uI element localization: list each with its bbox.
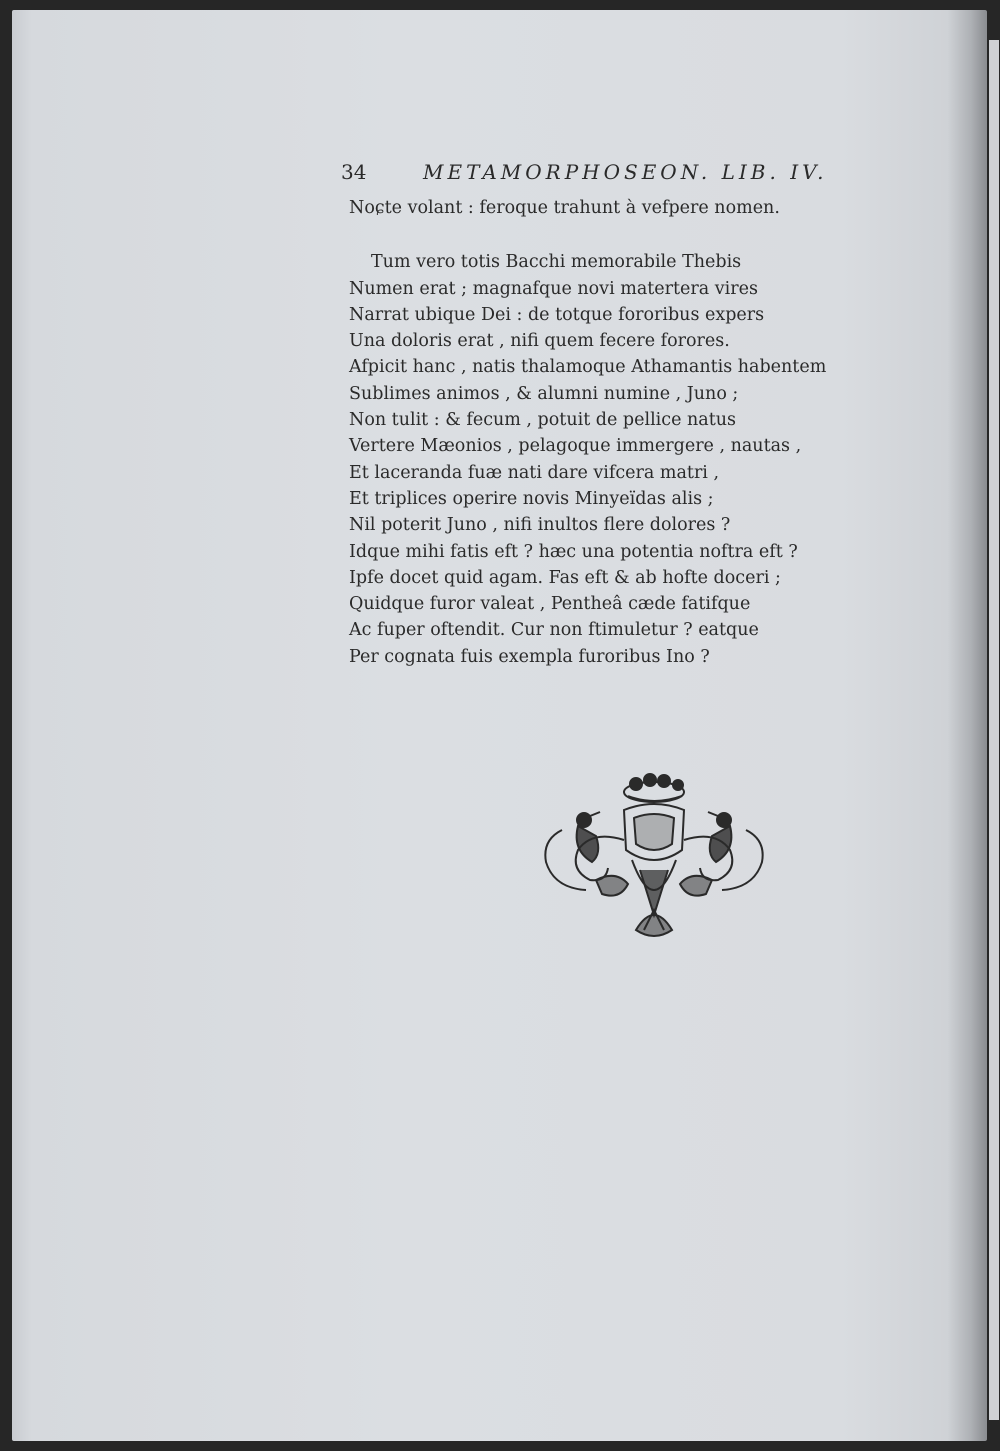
floral-vignette-icon — [532, 770, 777, 960]
verse-line: Tum vero totis Bacchi memorabile Thebis — [371, 252, 742, 273]
stanza-gap — [349, 221, 849, 249]
verse-line: Noɕte volant : feroque trahunt à vefpere nomen. — [349, 198, 780, 218]
verse-line: Quidque furor valeat , Pentheâ cæde fatifque — [349, 594, 751, 615]
verse-line: Narrat ubique Dei : de totque fororibus expers — [349, 304, 765, 325]
verse-line: Afpicit hanc , natis thalamoque Athamantis habentem — [349, 357, 827, 378]
verse-line: Per cognata fuis exempla furoribus Ino ? — [349, 646, 710, 667]
running-head: METAMORPHOSEON. LIB. IV. — [423, 160, 828, 184]
gutter-shadow — [947, 10, 987, 1441]
verse-line: Idque mihi fatis eft ? hæc una potentia noftra eft ? — [349, 541, 798, 562]
verse-line: Non tulit : & fecum , potuit de pellice natus — [349, 410, 736, 431]
verse-line: Et laceranda fuæ nati dare vifcera matri , — [349, 462, 720, 483]
verse-line: Numen erat ; magnafque novi matertera vires — [349, 278, 758, 299]
page-header — [341, 160, 861, 190]
verse-line: Ac fuper oftendit. Cur non ftimuletur ? eatque — [349, 620, 759, 641]
verse-line: Ipfe docet quid agam. Fas eft & ab hofte doceri ; — [349, 567, 781, 588]
verse-line: Una doloris erat , nifi quem fecere forores. — [349, 331, 730, 352]
verse-line: Et triplices operire novis Minyeïdas alis ; — [349, 488, 714, 509]
verse-line: Sublimes animos , & alumni numine , Juno ; — [349, 383, 739, 404]
page-number: 34 — [341, 160, 367, 184]
verse-text — [349, 195, 849, 670]
verse-line: Nil poterit Juno , nifi inultos flere dolores ? — [349, 515, 731, 536]
verse-line: Vertere Mæonios , pelagoque immergere , nautas , — [349, 436, 802, 457]
facing-page-edge — [989, 40, 999, 1420]
